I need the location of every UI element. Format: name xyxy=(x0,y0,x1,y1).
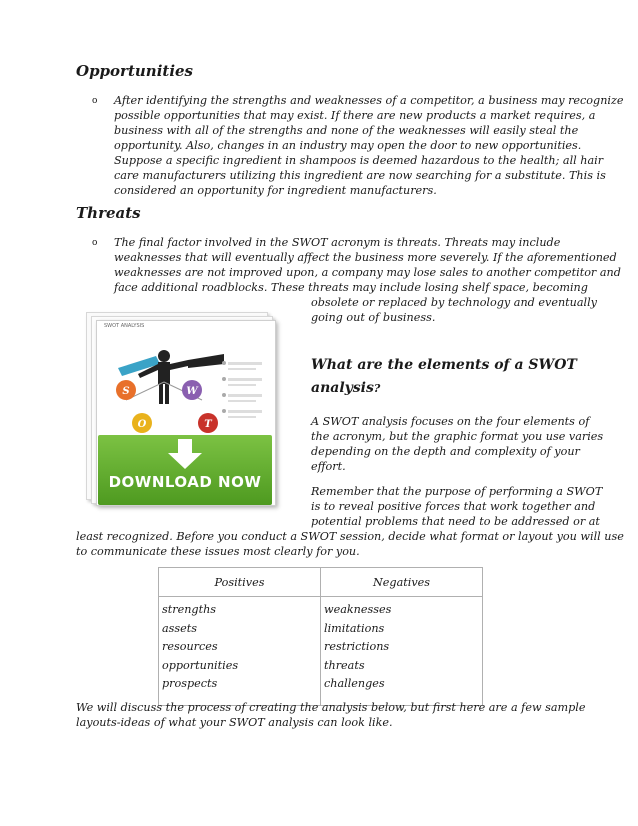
text-line: going out of business. xyxy=(311,311,436,324)
download-now-button[interactable] xyxy=(98,435,272,505)
opportunities-heading: Opportunities xyxy=(76,62,194,80)
text-line: business with all of the strengths and none of the weaknesses will easily steal the xyxy=(114,124,579,137)
positives-negatives-table xyxy=(158,567,483,706)
bullet-icon: o xyxy=(92,96,98,106)
text-line: weaknesses that will eventually affect the business more severely. If the aforementioned xyxy=(114,251,617,264)
negative-item: restrictions xyxy=(324,640,390,654)
text-line: face additional roadblocks. These threats may include losing shelf space, becoming xyxy=(114,281,588,294)
text-line: to communicate these issues most clearly for you. xyxy=(76,545,360,558)
text-line: is to reveal positive forces that work together and xyxy=(311,500,596,513)
swot-download-image[interactable] xyxy=(86,312,276,506)
text-line: possible opportunities that may exist. If there are new products a market requires, a xyxy=(114,109,596,122)
elements-heading-line2: analysis xyxy=(311,380,374,396)
t-circle xyxy=(198,413,218,433)
text-line: Suppose a specific ingredient in shampoos is deemed hazardous to the health; all hair xyxy=(114,154,604,167)
positive-item: prospects xyxy=(162,677,218,691)
negative-item: challenges xyxy=(324,677,385,691)
o-letter: O xyxy=(137,419,147,430)
positive-item: resources xyxy=(162,640,218,654)
s-circle xyxy=(116,380,136,400)
text-line: effort. xyxy=(311,460,346,473)
text-line: After identifying the strengths and weaknesses of a competitor, a business may recognize xyxy=(114,94,624,107)
elements-heading-2 xyxy=(311,380,380,396)
w-circle xyxy=(182,380,202,400)
s-letter: S xyxy=(122,386,130,397)
bullet-icon: o xyxy=(92,238,98,248)
text-line: opportunity. Also, changes in an industry may open the door to new opportunities. xyxy=(114,139,582,152)
text-line: Remember that the purpose of performing a SWOT xyxy=(311,485,603,498)
thumb-title: SWOT ANALYSIS xyxy=(104,323,145,329)
text-line: care manufacturers utilizing this ingredient are now searching for a substitute. This is xyxy=(114,169,606,182)
w-letter: W xyxy=(186,386,198,397)
positive-item: opportunities xyxy=(162,658,239,672)
table-row xyxy=(159,597,483,706)
text-line: A SWOT analysis focuses on the four elements of xyxy=(311,415,590,428)
download-now-label: DOWNLOAD NOW xyxy=(108,473,262,491)
positive-item: assets xyxy=(162,621,198,635)
table-header-row xyxy=(159,568,483,597)
text-line: potential problems that need to be addressed or at xyxy=(311,515,600,528)
o-circle xyxy=(132,413,152,433)
positives-header: Positives xyxy=(159,568,321,597)
download-arrow-icon xyxy=(166,439,204,469)
elements-heading-mark: ? xyxy=(373,382,381,395)
negatives-header: Negatives xyxy=(321,568,483,597)
text-line: The final factor involved in the SWOT acronym is threats. Threats may include xyxy=(114,236,561,249)
text-line: weaknesses are not improved upon, a company may lose sales to another competitor and xyxy=(114,266,621,279)
text-line: layouts-ideas of what your SWOT analysis can look like. xyxy=(76,716,393,729)
threats-heading: Threats xyxy=(76,204,141,222)
text-line: We will discuss the process of creating the analysis below, but first here are a few sample xyxy=(76,701,586,714)
t-letter: T xyxy=(204,419,212,430)
text-line: least recognized. Before you conduct a SWOT session, decide what format or layout you will use xyxy=(76,530,624,543)
negative-item: weaknesses xyxy=(324,603,392,616)
negatives-column xyxy=(321,597,483,706)
elements-heading xyxy=(311,357,577,373)
elements-heading-line1: What are the elements of a SWOT xyxy=(311,357,577,373)
text-line: obsolete or replaced by technology and eventually xyxy=(311,296,597,309)
text-line: depending on the depth and complexity of your xyxy=(311,445,580,458)
positive-item: strengths xyxy=(162,603,217,616)
negative-item: limitations xyxy=(324,621,385,635)
text-line: considered an opportunity for ingredient manufacturers. xyxy=(114,184,437,197)
swot-diagram xyxy=(96,320,274,440)
negative-item: threats xyxy=(324,658,365,672)
positives-column xyxy=(159,597,321,706)
text-line: the acronym, but the graphic format you use varies xyxy=(311,430,604,443)
